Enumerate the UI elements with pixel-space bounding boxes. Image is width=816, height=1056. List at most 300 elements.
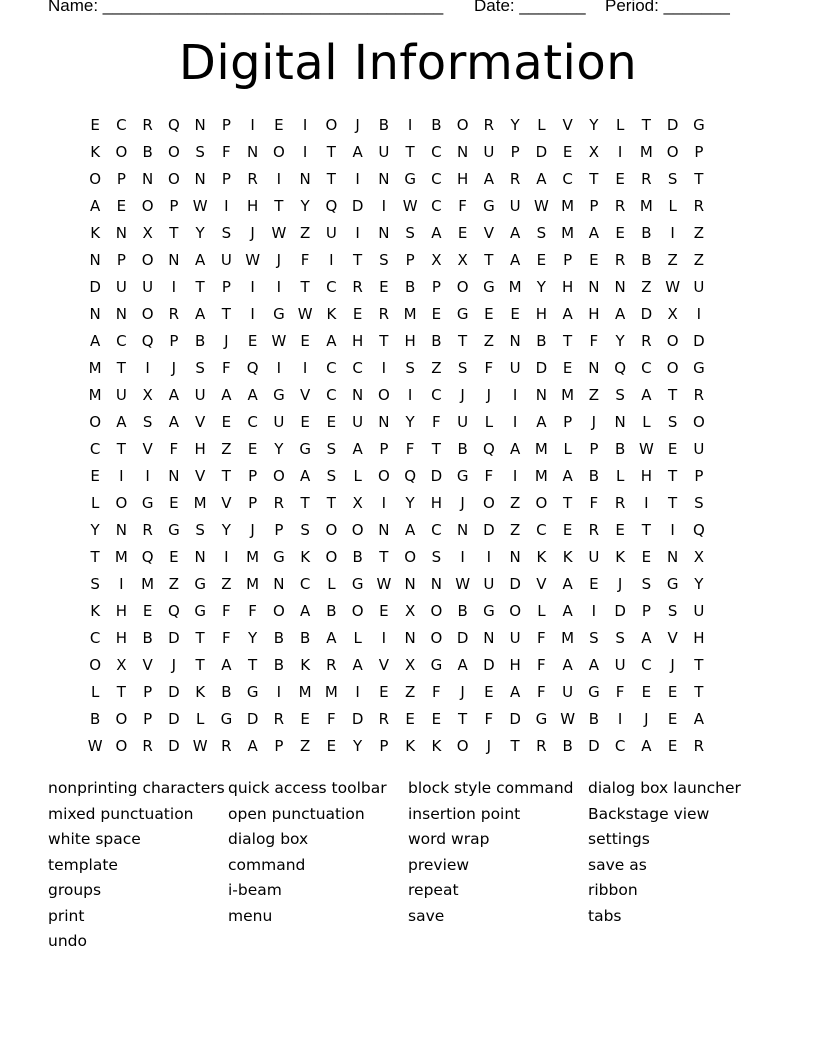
grid-letter: V (667, 628, 678, 647)
grid-letter: Z (693, 250, 705, 269)
grid-letter: Y (248, 628, 258, 647)
grid-letter: F (405, 439, 415, 458)
grid-letter: U (509, 358, 521, 377)
grid-letter: A (404, 520, 416, 539)
grid-letter: C (431, 520, 442, 539)
grid-letter: A (352, 655, 363, 674)
grid-letter: W (560, 709, 576, 728)
grid-letter: N (614, 277, 626, 296)
grid-letter: F (169, 439, 179, 458)
grid-letter: S (221, 223, 232, 242)
grid-letter: C (116, 331, 127, 350)
grid-letter: I (381, 493, 387, 512)
grid-letter: K (536, 547, 547, 566)
grid-letter: P (589, 439, 599, 458)
grid-letter: T (116, 682, 126, 701)
grid-letter: I (329, 250, 334, 269)
grid-letter: J (644, 709, 649, 728)
grid-letter: V (562, 115, 573, 134)
grid-letter: T (116, 358, 126, 377)
grid-letter: E (300, 412, 310, 431)
grid-letter: J (250, 520, 255, 539)
grid-letter: I (302, 115, 308, 134)
grid-letter: A (536, 412, 547, 431)
grid-letter: C (562, 169, 573, 188)
name-field: Name: ____________________________________ (48, 0, 444, 15)
grid-letter: O (141, 196, 154, 215)
grid-letter: X (431, 250, 442, 269)
grid-letter: B (378, 115, 390, 134)
grid-letter: O (272, 142, 285, 161)
grid-letter: N (273, 574, 285, 593)
grid-row (82, 327, 742, 354)
grid-letter: O (666, 142, 679, 161)
grid-letter: N (299, 169, 311, 188)
grid-letter: A (221, 655, 232, 674)
grid-row (82, 543, 742, 570)
grid-letter: S (667, 169, 678, 188)
grid-letter: G (246, 682, 259, 701)
word-list (48, 776, 788, 955)
grid-letter: I (617, 709, 623, 728)
grid-letter: N (168, 250, 180, 269)
grid-letter: P (589, 196, 599, 215)
grid-letter: I (250, 304, 255, 323)
grid-letter: T (300, 277, 310, 296)
grid-row (82, 624, 742, 651)
grid-letter: T (90, 547, 100, 566)
grid-letter: N (115, 223, 127, 242)
grid-letter: G (483, 196, 495, 215)
grid-letter: P (379, 439, 389, 458)
grid-letter: Y (274, 439, 284, 458)
grid-letter: G (141, 493, 154, 512)
grid-letter: J (276, 250, 282, 269)
grid-letter: B (194, 331, 206, 350)
grid-letter: V (221, 493, 232, 512)
grid-letter: P (563, 412, 573, 431)
word-list-item: open punctuation (228, 804, 365, 823)
grid-letter: O (456, 277, 469, 296)
grid-letter: O (325, 115, 338, 134)
grid-letter: K (195, 682, 206, 701)
word-list-item: white space (48, 830, 141, 848)
grid-letter: C (116, 115, 127, 134)
grid-letter: B (221, 682, 232, 701)
grid-letter: Y (90, 520, 100, 539)
grid-row (82, 273, 742, 300)
grid-letter: X (693, 547, 705, 566)
grid-letter: N (247, 142, 259, 161)
grid-row (82, 300, 742, 327)
grid-letter: T (221, 466, 231, 485)
grid-letter: N (194, 169, 206, 188)
grid-letter: L (353, 628, 362, 647)
grid-letter: G (693, 358, 705, 377)
grid-letter: G (483, 601, 495, 620)
grid-letter: Z (168, 574, 180, 593)
grid-letter: C (247, 412, 258, 431)
grid-letter: S (431, 547, 442, 566)
grid-letter: B (299, 628, 311, 647)
grid-letter: V (536, 574, 547, 593)
grid-letter: I (407, 115, 413, 134)
grid-letter: T (195, 628, 205, 647)
grid-letter: M (534, 439, 548, 458)
grid-letter: A (562, 574, 573, 593)
grid-letter: I (119, 574, 124, 593)
grid-letter: C (641, 655, 652, 674)
grid-letter: A (562, 655, 573, 674)
grid-letter: N (115, 304, 127, 323)
grid-letter: R (378, 304, 390, 323)
grid-letter: M (639, 196, 653, 215)
grid-letter: U (378, 142, 390, 161)
grid-letter: R (142, 736, 153, 755)
grid-letter: H (509, 655, 521, 674)
grid-letter: L (195, 709, 205, 728)
grid-letter: T (589, 169, 599, 188)
grid-letter: A (194, 304, 206, 323)
grid-letter: A (352, 439, 363, 458)
grid-letter: P (274, 736, 284, 755)
grid-letter: D (351, 196, 364, 215)
grid-letter: C (431, 196, 442, 215)
grid-letter: B (641, 250, 652, 269)
grid-letter: S (641, 574, 652, 593)
grid-letter: E (379, 682, 389, 701)
grid-letter: B (588, 709, 600, 728)
grid-letter: O (141, 250, 154, 269)
grid-letter: I (355, 223, 360, 242)
grid-letter: C (326, 358, 337, 377)
grid-letter: E (116, 196, 127, 215)
grid-letter: E (431, 709, 442, 728)
grid-letter: I (670, 520, 675, 539)
grid-letter: U (142, 277, 154, 296)
grid-letter: J (486, 385, 492, 404)
grid-letter: S (589, 628, 599, 647)
grid-letter: O (692, 412, 705, 431)
grid-letter: T (458, 709, 468, 728)
grid-letter: G (693, 115, 705, 134)
grid-letter: U (693, 439, 705, 458)
grid-letter: P (563, 250, 573, 269)
grid-letter: V (194, 466, 206, 485)
grid-row (82, 651, 742, 678)
grid-letter: F (248, 601, 257, 620)
grid-letter: T (431, 439, 441, 458)
grid-letter: I (381, 628, 387, 647)
grid-letter: I (355, 169, 360, 188)
grid-letter: I (460, 547, 465, 566)
grid-letter: Y (589, 115, 599, 134)
grid-letter: Q (141, 547, 154, 566)
grid-letter: N (168, 466, 180, 485)
grid-letter: A (588, 655, 599, 674)
grid-letter: P (379, 736, 389, 755)
grid-letter: R (273, 709, 285, 728)
grid-letter: H (693, 628, 705, 647)
grid-letter: O (272, 466, 285, 485)
grid-letter: D (588, 736, 600, 755)
grid-letter: N (457, 142, 469, 161)
grid-letter: B (89, 709, 101, 728)
grid-letter: O (404, 547, 417, 566)
grid-letter: O (167, 142, 180, 161)
grid-letter: W (192, 736, 208, 755)
grid-letter: R (509, 169, 521, 188)
grid-letter: N (588, 277, 600, 296)
grid-letter: E (562, 358, 573, 377)
grid-letter: O (535, 493, 548, 512)
grid-letter: I (302, 358, 308, 377)
grid-letter: I (276, 277, 282, 296)
grid-letter: E (562, 520, 573, 539)
grid-letter: P (405, 250, 415, 269)
grid-letter: H (404, 331, 416, 350)
grid-letter: Z (588, 385, 600, 404)
grid-letter: J (460, 385, 465, 404)
grid-letter: S (667, 412, 678, 431)
grid-letter: D (89, 277, 101, 296)
grid-letter: V (483, 223, 494, 242)
grid-letter: L (353, 466, 362, 485)
grid-letter: T (694, 169, 704, 188)
grid-letter: X (588, 142, 600, 161)
grid-letter: W (87, 736, 103, 755)
grid-letter: C (352, 358, 363, 377)
grid-letter: T (169, 223, 179, 242)
grid-letter: B (562, 736, 573, 755)
word-list-item: tabs (588, 906, 622, 925)
grid-letter: M (246, 547, 260, 566)
grid-letter: J (171, 358, 177, 377)
grid-letter: O (115, 142, 128, 161)
grid-letter: X (404, 655, 416, 674)
grid-letter: U (693, 277, 705, 296)
grid-letter: T (274, 196, 284, 215)
grid-letter: N (509, 331, 521, 350)
grid-letter: U (483, 574, 495, 593)
grid-letter: A (562, 601, 573, 620)
grid-letter: T (248, 655, 258, 674)
grid-letter: B (588, 466, 600, 485)
grid-letter: T (694, 655, 704, 674)
grid-letter: F (432, 682, 441, 701)
grid-letter: T (326, 142, 336, 161)
grid-letter: A (168, 412, 179, 431)
grid-letter: I (276, 682, 282, 701)
grid-letter: M (534, 466, 548, 485)
grid-letter: P (694, 466, 704, 485)
grid-letter: D (456, 628, 469, 647)
grid-letter: F (484, 466, 494, 485)
grid-letter: C (431, 169, 442, 188)
grid-letter: Z (221, 439, 232, 458)
grid-letter: S (694, 493, 704, 512)
grid-letter: I (512, 385, 518, 404)
word-list-item: quick access toolbar (228, 779, 387, 797)
grid-letter: E (431, 304, 442, 323)
grid-letter: S (405, 223, 415, 242)
grid-letter: N (430, 574, 442, 593)
grid-letter: F (615, 682, 625, 701)
grid-letter: N (115, 520, 127, 539)
grid-letter: O (377, 466, 390, 485)
grid-letter: R (221, 736, 232, 755)
grid-letter: E (615, 223, 625, 242)
grid-letter: A (562, 466, 573, 485)
grid-letter: A (693, 709, 704, 728)
grid-letter: N (588, 358, 600, 377)
grid-letter: L (563, 439, 572, 458)
grid-letter: M (88, 358, 102, 377)
grid-letter: B (431, 115, 442, 134)
grid-letter: T (300, 493, 310, 512)
grid-letter: E (274, 115, 284, 134)
grid-letter: O (456, 736, 469, 755)
grid-letter: W (402, 196, 418, 215)
grid-letter: A (509, 682, 521, 701)
grid-letter: H (561, 277, 574, 296)
grid-letter: N (457, 520, 469, 539)
grid-letter: U (509, 628, 521, 647)
grid-row (82, 219, 742, 246)
grid-letter: Z (641, 277, 652, 296)
grid-letter: B (142, 628, 153, 647)
grid-letter: I (119, 466, 124, 485)
grid-letter: C (326, 385, 337, 404)
grid-letter: L (90, 493, 100, 512)
grid-letter: X (142, 223, 153, 242)
grid-letter: R (693, 385, 705, 404)
word-list-item: dialog box (228, 830, 309, 848)
grid-letter: F (300, 250, 310, 269)
grid-letter: A (326, 331, 337, 350)
word-list-item: template (48, 855, 118, 874)
grid-letter: D (168, 709, 180, 728)
grid-letter: O (509, 601, 522, 620)
grid-letter: E (667, 439, 678, 458)
grid-letter: U (509, 196, 521, 215)
grid-letter: G (273, 304, 285, 323)
grid-letter: O (351, 601, 364, 620)
grid-letter: H (588, 304, 600, 323)
grid-letter: Z (221, 574, 232, 593)
grid-letter: K (326, 304, 337, 323)
grid-letter: H (456, 169, 469, 188)
grid-letter: O (430, 628, 443, 647)
grid-letter: S (300, 520, 310, 539)
grid-letter: S (536, 223, 547, 242)
grid-letter: X (457, 250, 468, 269)
grid-letter: E (510, 304, 520, 323)
grid-letter: A (431, 223, 442, 242)
grid-letter: K (562, 547, 573, 566)
grid-letter: T (195, 277, 205, 296)
grid-letter: R (326, 655, 337, 674)
grid-letter: W (271, 223, 287, 242)
grid-letter: A (641, 628, 652, 647)
grid-letter: V (142, 439, 153, 458)
grid-letter: L (537, 115, 546, 134)
grid-letter: Y (405, 493, 415, 512)
grid-letter: V (299, 385, 311, 404)
grid-letter: F (537, 628, 546, 647)
grid-letter: S (457, 358, 468, 377)
grid-letter: J (460, 682, 465, 701)
grid-letter: O (167, 169, 180, 188)
grid-letter: P (221, 277, 231, 296)
grid-letter: R (142, 520, 153, 539)
grid-letter: D (509, 709, 521, 728)
grid-letter: K (300, 547, 311, 566)
grid-letter: P (116, 169, 126, 188)
grid-letter: Y (510, 115, 520, 134)
grid-letter: D (693, 331, 705, 350)
grid-letter: A (221, 385, 232, 404)
grid-letter: F (222, 358, 231, 377)
grid-letter: I (591, 601, 597, 620)
letter-grid (82, 111, 742, 759)
grid-letter: E (300, 331, 310, 350)
grid-letter: O (141, 304, 154, 323)
grid-letter: N (352, 385, 364, 404)
grid-letter: R (614, 493, 626, 512)
grid-letter: O (456, 115, 469, 134)
grid-letter: A (509, 439, 521, 458)
word-list-item: repeat (408, 881, 459, 899)
grid-letter: W (297, 304, 313, 323)
grid-letter: X (404, 601, 416, 620)
grid-letter: A (352, 142, 363, 161)
grid-letter: E (405, 709, 415, 728)
grid-letter: H (115, 628, 128, 647)
grid-letter: Q (141, 331, 154, 350)
grid-letter: F (589, 331, 599, 350)
grid-letter: A (194, 250, 206, 269)
grid-letter: A (614, 304, 626, 323)
grid-letter: O (325, 520, 338, 539)
grid-letter: I (171, 277, 177, 296)
grid-letter: D (535, 358, 548, 377)
grid-letter: G (483, 277, 495, 296)
grid-letter: H (351, 331, 364, 350)
grid-letter: U (325, 223, 337, 242)
grid-letter: N (378, 412, 390, 431)
grid-letter: N (483, 628, 495, 647)
grid-letter: E (379, 601, 389, 620)
grid-letter: W (271, 331, 287, 350)
grid-letter: J (486, 736, 492, 755)
grid-letter: G (535, 709, 548, 728)
grid-letter: A (457, 655, 468, 674)
grid-letter: Y (694, 574, 704, 593)
grid-letter: A (116, 412, 127, 431)
grid-letter: T (563, 493, 573, 512)
grid-letter: Q (167, 601, 180, 620)
grid-letter: H (194, 439, 206, 458)
word-list-item: nonprinting characters (48, 779, 225, 797)
grid-letter: R (378, 709, 390, 728)
grid-letter: D (666, 115, 679, 134)
grid-letter: J (460, 493, 465, 512)
grid-letter: D (351, 709, 364, 728)
grid-letter: H (246, 196, 259, 215)
grid-letter: R (142, 115, 153, 134)
grid-letter: L (615, 115, 625, 134)
